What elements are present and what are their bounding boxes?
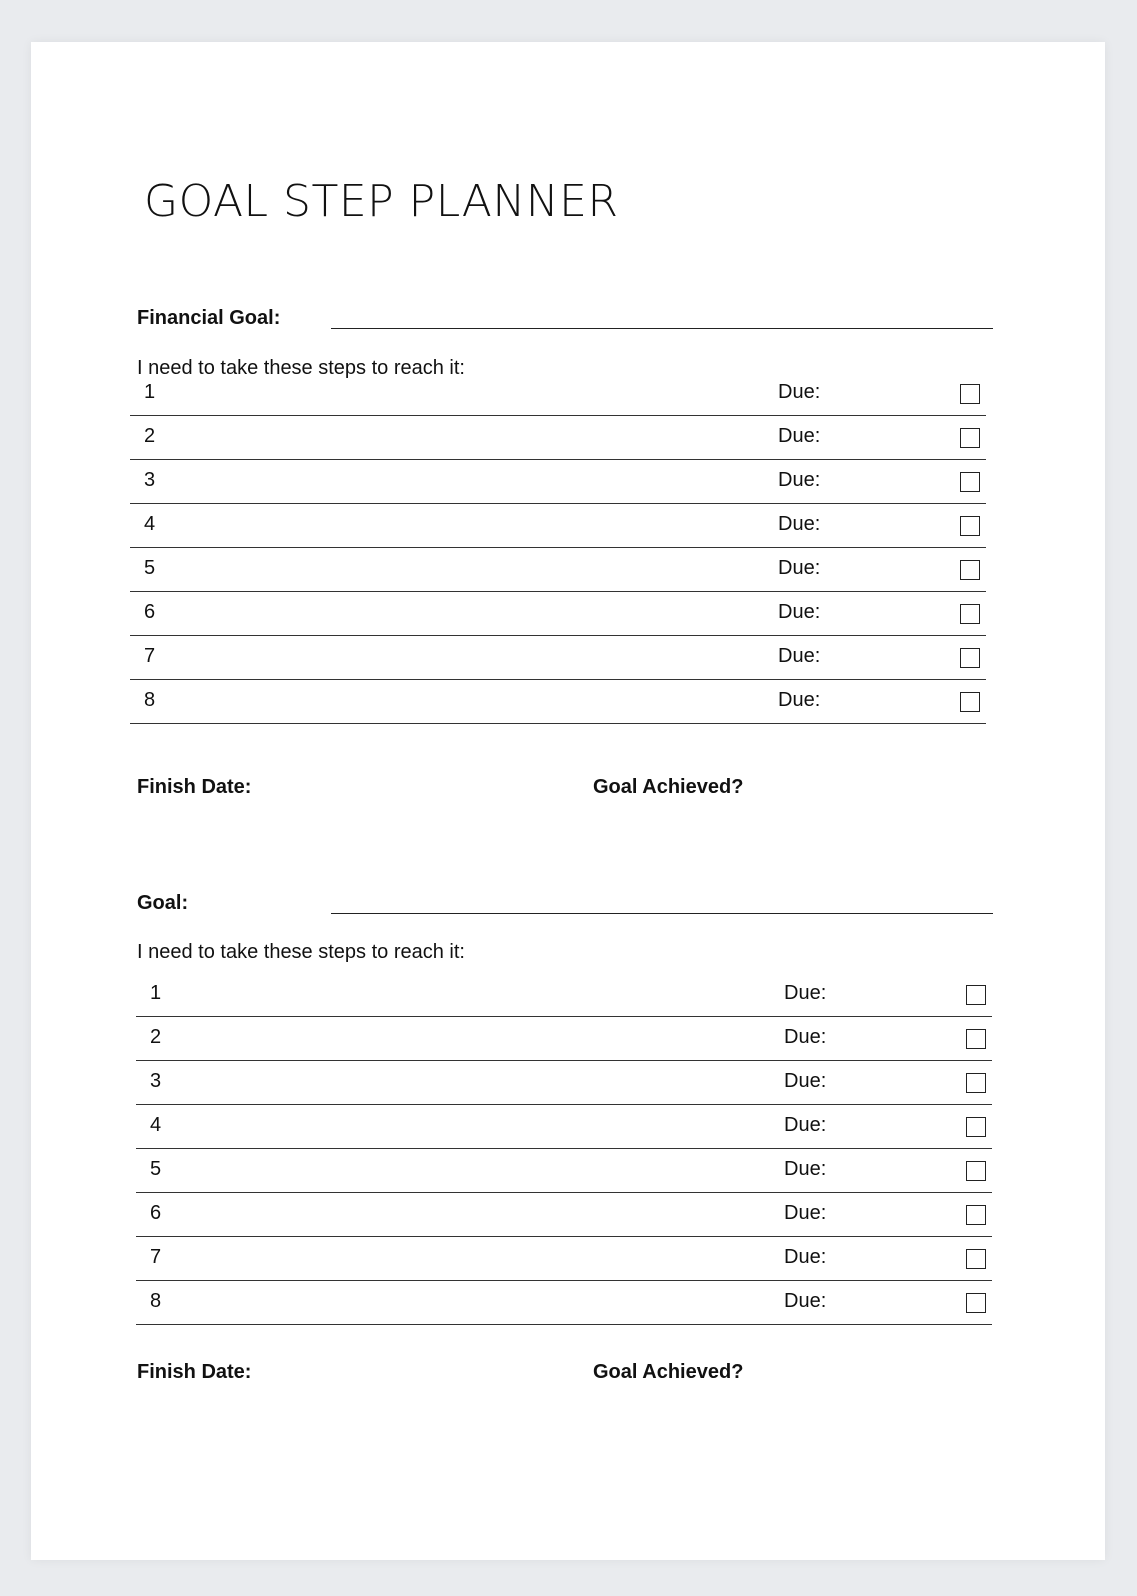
step-number: 4 bbox=[144, 513, 156, 535]
step-number: 8 bbox=[144, 689, 156, 711]
step-checkbox[interactable] bbox=[960, 648, 980, 668]
step-checkbox[interactable] bbox=[960, 692, 980, 712]
due-label: Due: bbox=[778, 689, 821, 711]
steps-intro: I need to take these steps to reach it: bbox=[137, 941, 465, 963]
due-label: Due: bbox=[784, 1026, 827, 1048]
due-label: Due: bbox=[784, 1246, 827, 1268]
step-checkbox[interactable] bbox=[960, 560, 980, 580]
step-number: 1 bbox=[150, 982, 162, 1004]
steps-list bbox=[136, 973, 992, 1325]
step-row[interactable] bbox=[130, 548, 986, 592]
step-number: 6 bbox=[144, 601, 156, 623]
due-label: Due: bbox=[784, 1202, 827, 1224]
goal-write-line[interactable] bbox=[331, 913, 993, 914]
steps-intro: I need to take these steps to reach it: bbox=[137, 357, 465, 379]
goal-achieved-label: Goal Achieved? bbox=[593, 776, 744, 798]
due-label: Due: bbox=[778, 469, 821, 491]
step-number: 7 bbox=[150, 1246, 162, 1268]
step-row[interactable] bbox=[130, 592, 986, 636]
step-row[interactable] bbox=[136, 1281, 992, 1325]
planner-page bbox=[31, 42, 1105, 1560]
due-label: Due: bbox=[778, 513, 821, 535]
due-label: Due: bbox=[784, 982, 827, 1004]
step-row[interactable] bbox=[130, 504, 986, 548]
goal-label: Goal: bbox=[137, 892, 189, 914]
step-number: 1 bbox=[144, 381, 156, 403]
due-label: Due: bbox=[778, 645, 821, 667]
due-label: Due: bbox=[784, 1070, 827, 1092]
step-checkbox[interactable] bbox=[966, 1161, 986, 1181]
step-row[interactable] bbox=[130, 636, 986, 680]
goal-label: Financial Goal: bbox=[137, 307, 281, 329]
step-checkbox[interactable] bbox=[960, 604, 980, 624]
step-checkbox[interactable] bbox=[966, 1293, 986, 1313]
due-label: Due: bbox=[784, 1114, 827, 1136]
step-row[interactable] bbox=[136, 1149, 992, 1193]
finish-date-label: Finish Date: bbox=[137, 776, 252, 798]
due-label: Due: bbox=[784, 1158, 827, 1180]
due-label: Due: bbox=[778, 601, 821, 623]
finish-date-label: Finish Date: bbox=[137, 1361, 252, 1383]
step-checkbox[interactable] bbox=[966, 1205, 986, 1225]
goal-achieved-label: Goal Achieved? bbox=[593, 1361, 744, 1383]
step-row[interactable] bbox=[130, 460, 986, 504]
goal-write-line[interactable] bbox=[331, 328, 993, 329]
step-row[interactable] bbox=[136, 1105, 992, 1149]
page-title: GOAL STEP PLANNER bbox=[144, 176, 619, 227]
step-number: 8 bbox=[150, 1290, 162, 1312]
step-row[interactable] bbox=[136, 1061, 992, 1105]
due-label: Due: bbox=[778, 557, 821, 579]
step-number: 7 bbox=[144, 645, 156, 667]
step-number: 6 bbox=[150, 1202, 162, 1224]
step-checkbox[interactable] bbox=[960, 428, 980, 448]
step-row[interactable] bbox=[136, 1237, 992, 1281]
step-row[interactable] bbox=[130, 680, 986, 724]
step-row[interactable] bbox=[136, 1193, 992, 1237]
step-checkbox[interactable] bbox=[966, 1249, 986, 1269]
step-number: 2 bbox=[150, 1026, 162, 1048]
step-number: 3 bbox=[150, 1070, 162, 1092]
step-checkbox[interactable] bbox=[966, 1117, 986, 1137]
due-label: Due: bbox=[778, 425, 821, 447]
step-checkbox[interactable] bbox=[960, 384, 980, 404]
step-number: 4 bbox=[150, 1114, 162, 1136]
step-checkbox[interactable] bbox=[966, 1073, 986, 1093]
step-checkbox[interactable] bbox=[960, 472, 980, 492]
step-checkbox[interactable] bbox=[960, 516, 980, 536]
step-row[interactable] bbox=[130, 372, 986, 416]
step-checkbox[interactable] bbox=[966, 985, 986, 1005]
step-number: 5 bbox=[144, 557, 156, 579]
step-row[interactable] bbox=[136, 1017, 992, 1061]
step-number: 5 bbox=[150, 1158, 162, 1180]
step-row[interactable] bbox=[136, 973, 992, 1017]
step-number: 2 bbox=[144, 425, 156, 447]
step-number: 3 bbox=[144, 469, 156, 491]
steps-list bbox=[130, 372, 986, 724]
due-label: Due: bbox=[784, 1290, 827, 1312]
step-checkbox[interactable] bbox=[966, 1029, 986, 1049]
step-row[interactable] bbox=[130, 416, 986, 460]
due-label: Due: bbox=[778, 381, 821, 403]
